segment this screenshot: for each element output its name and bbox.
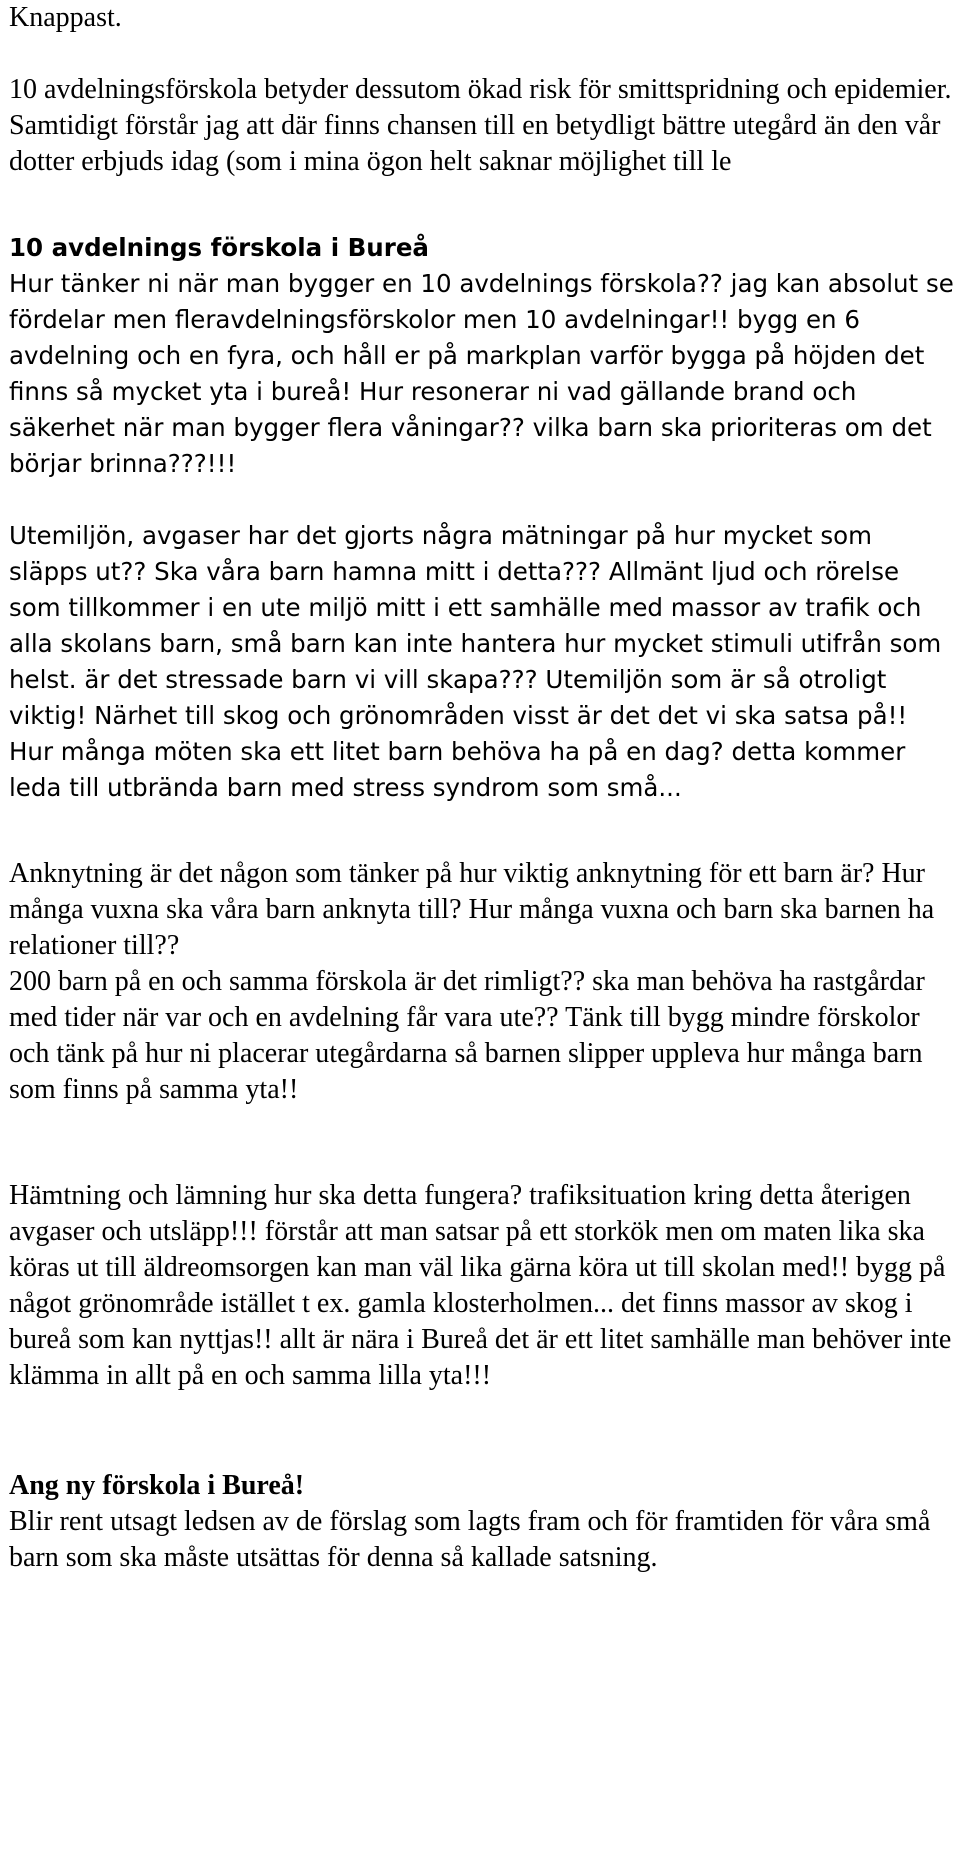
heading-ang-ny-forskola: Ang ny förskola i Bureå!	[9, 1470, 305, 1501]
heading-10-avdelnings-forskola: 10 avdelnings förskola i Bureå	[9, 233, 429, 262]
paragraph-smittspridning: 10 avdelningsförskola betyder dessutom ökad risk för smittspridning och epidemier. Samtidigt förstår jag att där finns chansen till en betydligt bättre utegård än den vår dotter erbjuds idag (som i mina ögon helt saknar möjlighet till le	[9, 74, 952, 177]
paragraph-utemiljon: Utemiljön, avgaser har det gjorts några mätningar på hur mycket som släpps ut?? Ska våra barn hamna mitt i detta??? Allmänt ljud och rörelse som tillkommer i en ute miljö mitt i ett samhälle med massor av trafik och alla skolans barn, små barn kan inte hantera hur mycket stimuli utifrån som helst. är det stressade barn vi vill skapa??? Utemiljön som är så otroligt viktig! Närhet till skog och grönområden visst är det det vi ska satsa på!! Hur många möten ska ett litet barn behöva ha på en dag? detta kommer leda till utbrända barn med stress syndrom som små...	[9, 521, 942, 802]
paragraph-10-avdelnings-question: Hur tänker ni när man bygger en 10 avdelnings förskola?? jag kan absolut se fördelar men fleravdelningsförskolor men 10 avdelningar!! bygg en 6 avdelning och en fyra, och håll er på markplan varför bygga på höjden det finns så mycket yta i bureå! Hur resonerar ni vad gällande brand och säkerhet när man bygger flera våningar?? vilka barn ska prioriteras om det börjar brinna???!!!	[9, 269, 954, 478]
paragraph-hamtning: Hämtning och lämning hur ska detta fungera? trafiksituation kring detta återigen avgaser och utsläpp!!! förstår att man satsar på ett storkök men om maten lika ska köras ut till äldreomsorgen kan man väl lika gärna köra ut till skolan med!! bygg på något grönområde istället t ex. gamla klosterholmen... det finns massor av skog i bureå som kan nyttjas!! allt är nära i Bureå det är ett litet samhälle man behöver inte klämma in allt på en och samma lilla yta!!!	[9, 1180, 952, 1391]
paragraph-anknytning: Anknytning är det någon som tänker på hur viktig anknytning för ett barn är? Hur många vuxna ska våra barn anknyta till? Hur många vuxna och barn ska barnen ha relationer till??	[9, 858, 935, 961]
paragraph-blir-rent-utsagt: Blir rent utsagt ledsen av de förslag som lagts fram och för framtiden för våra små barn som ska måste utsättas för denna så kallade satsning.	[9, 1506, 931, 1573]
paragraph-200-barn: 200 barn på en och samma förskola är det rimligt?? ska man behöva ha rastgårdar med tider när var och en avdelning får vara ute?? Tänk till bygg mindre förskolor och tänk på hur ni placerar utegårdarna så barnen slipper uppleva hur många barn som finns på samma yta!!	[9, 966, 925, 1105]
paragraph-knappast: Knappast.	[9, 2, 122, 33]
